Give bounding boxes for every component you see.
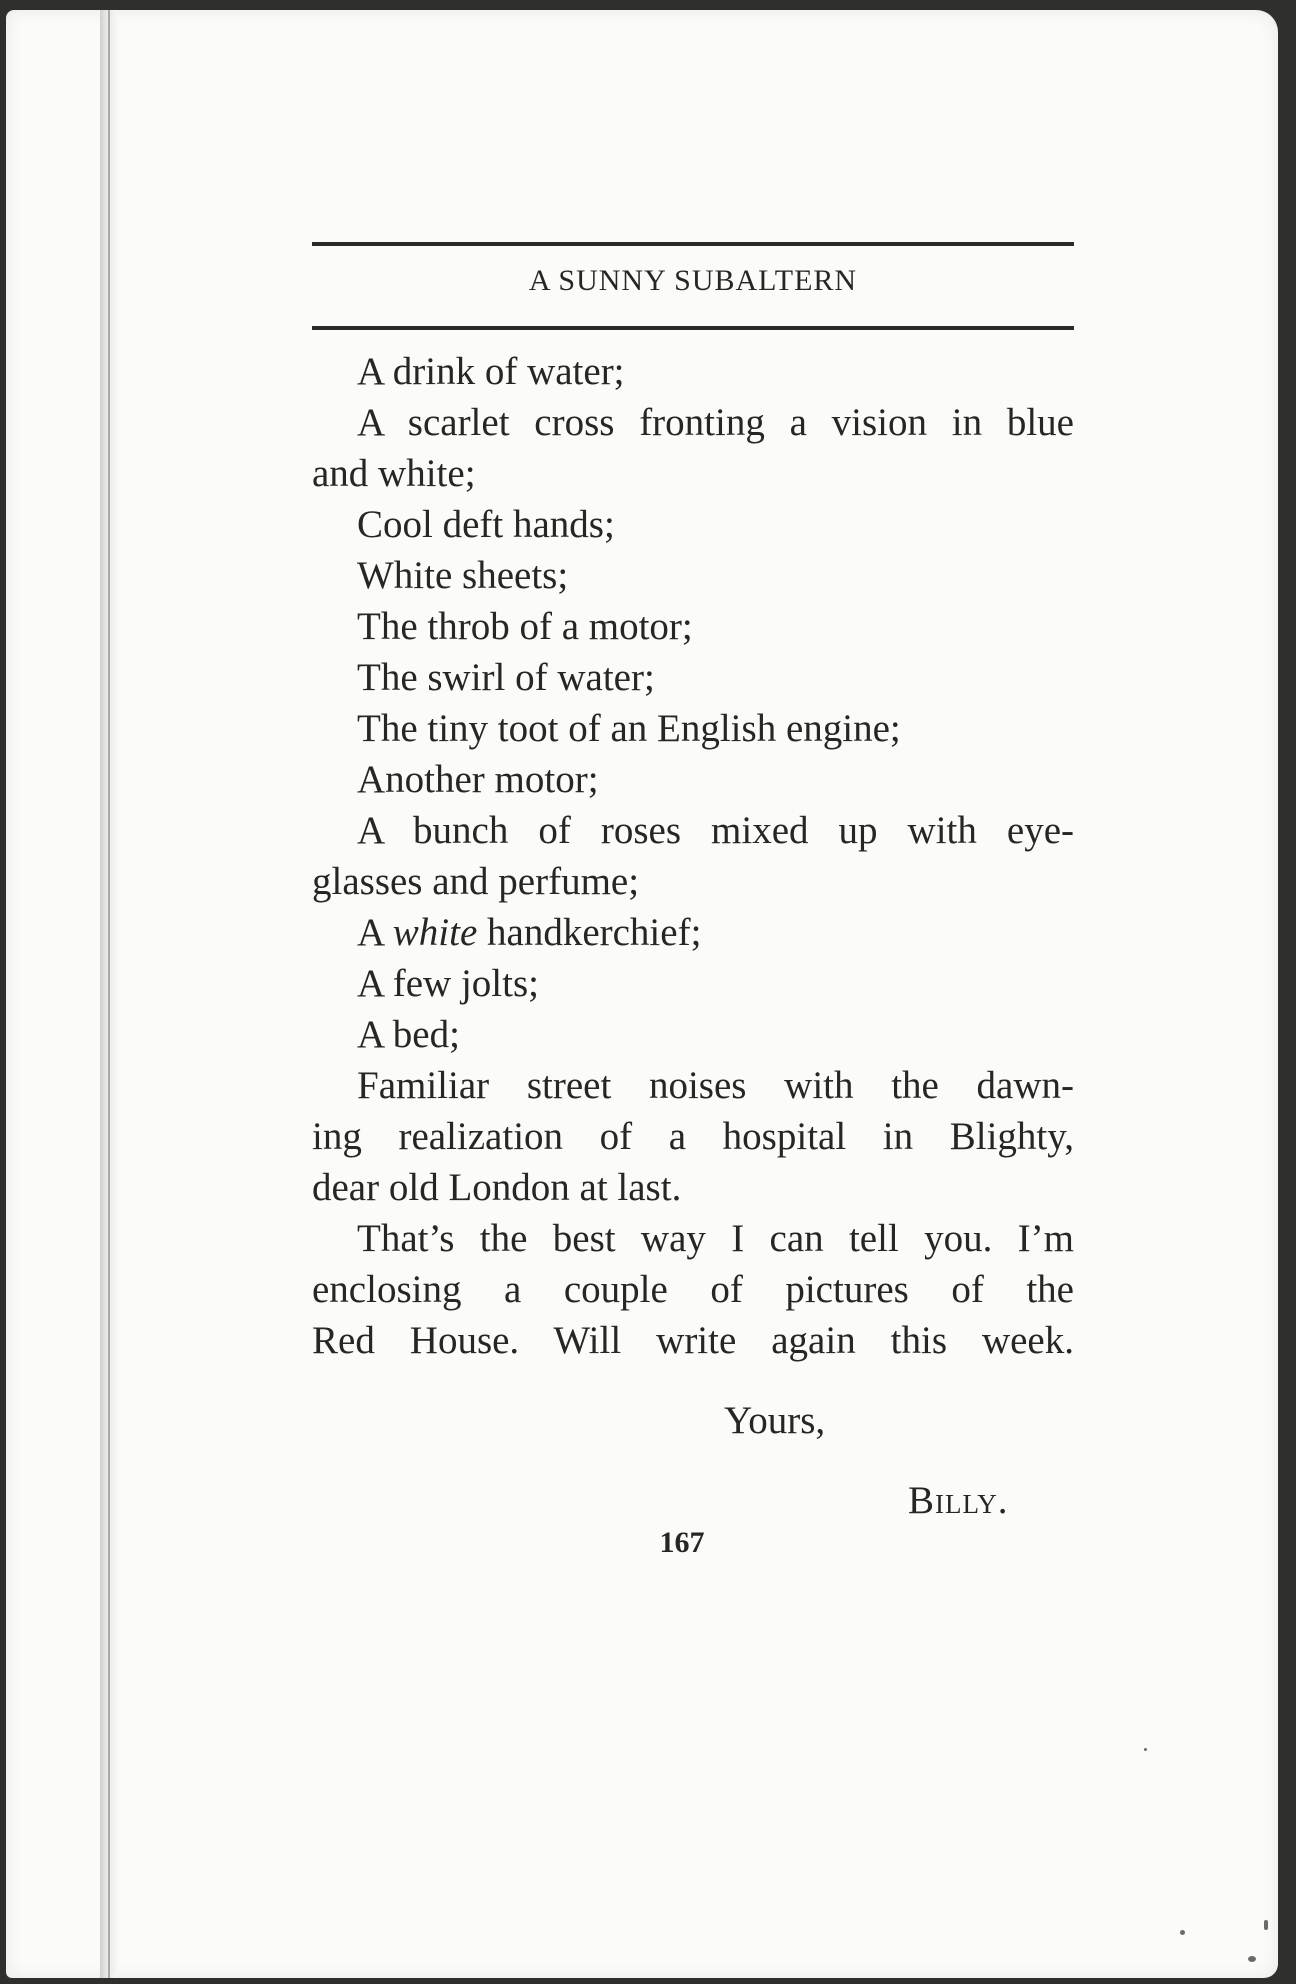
- text-line: Cool deft hands;: [357, 503, 615, 546]
- paper-speck: [1144, 1748, 1147, 1751]
- text-line: That’s the best way I can tell you. I’m: [357, 1217, 1074, 1260]
- text-line-with-emphasis: [312, 907, 1074, 958]
- italic-word: white: [392, 911, 478, 954]
- text-line: Familiar street noises with the dawn-: [357, 1064, 1074, 1107]
- text-line: Another motor;: [357, 758, 599, 801]
- text-line: ing realization of a hospital in Blighty,: [312, 1115, 1074, 1158]
- text-line: glasses and perfume;: [312, 860, 640, 903]
- text-line: A bed;: [357, 1013, 460, 1056]
- running-head: A SUNNY SUBALTERN: [528, 264, 858, 297]
- text-line: and white;: [312, 452, 476, 495]
- text-line: A bunch of roses mixed up with eye-: [357, 809, 1074, 852]
- gutter-edge-line: [108, 10, 110, 1978]
- text-line: White sheets;: [357, 554, 569, 597]
- signature: Billy.: [908, 1479, 1009, 1522]
- closing-salutation: Yours,: [724, 1399, 826, 1442]
- paper-speck: [1264, 1920, 1268, 1930]
- page-number: 167: [659, 1526, 705, 1559]
- header-bottom-rule: [312, 326, 1074, 330]
- paper-speck: [1248, 1956, 1256, 1962]
- text-line: A few jolts;: [357, 962, 539, 1005]
- text-fragment: handkerchief;: [477, 911, 702, 954]
- text-fragment: A: [357, 911, 393, 954]
- header-top-rule: [312, 242, 1074, 246]
- text-line: The tiny toot of an English engine;: [357, 707, 901, 750]
- paper-speck: [1180, 1930, 1185, 1935]
- text-line: The throb of a motor;: [357, 605, 693, 648]
- text-line: enclosing a couple of pictures of the: [312, 1268, 1074, 1311]
- text-line: A scarlet cross fronting a vision in blue: [357, 401, 1074, 444]
- text-line: The swirl of water;: [357, 656, 655, 699]
- letter-text: [312, 346, 1074, 1366]
- text-line: A drink of water;: [357, 350, 625, 393]
- text-line: Red House. Will write again this week.: [312, 1319, 1074, 1362]
- text-line: dear old London at last.: [312, 1166, 682, 1209]
